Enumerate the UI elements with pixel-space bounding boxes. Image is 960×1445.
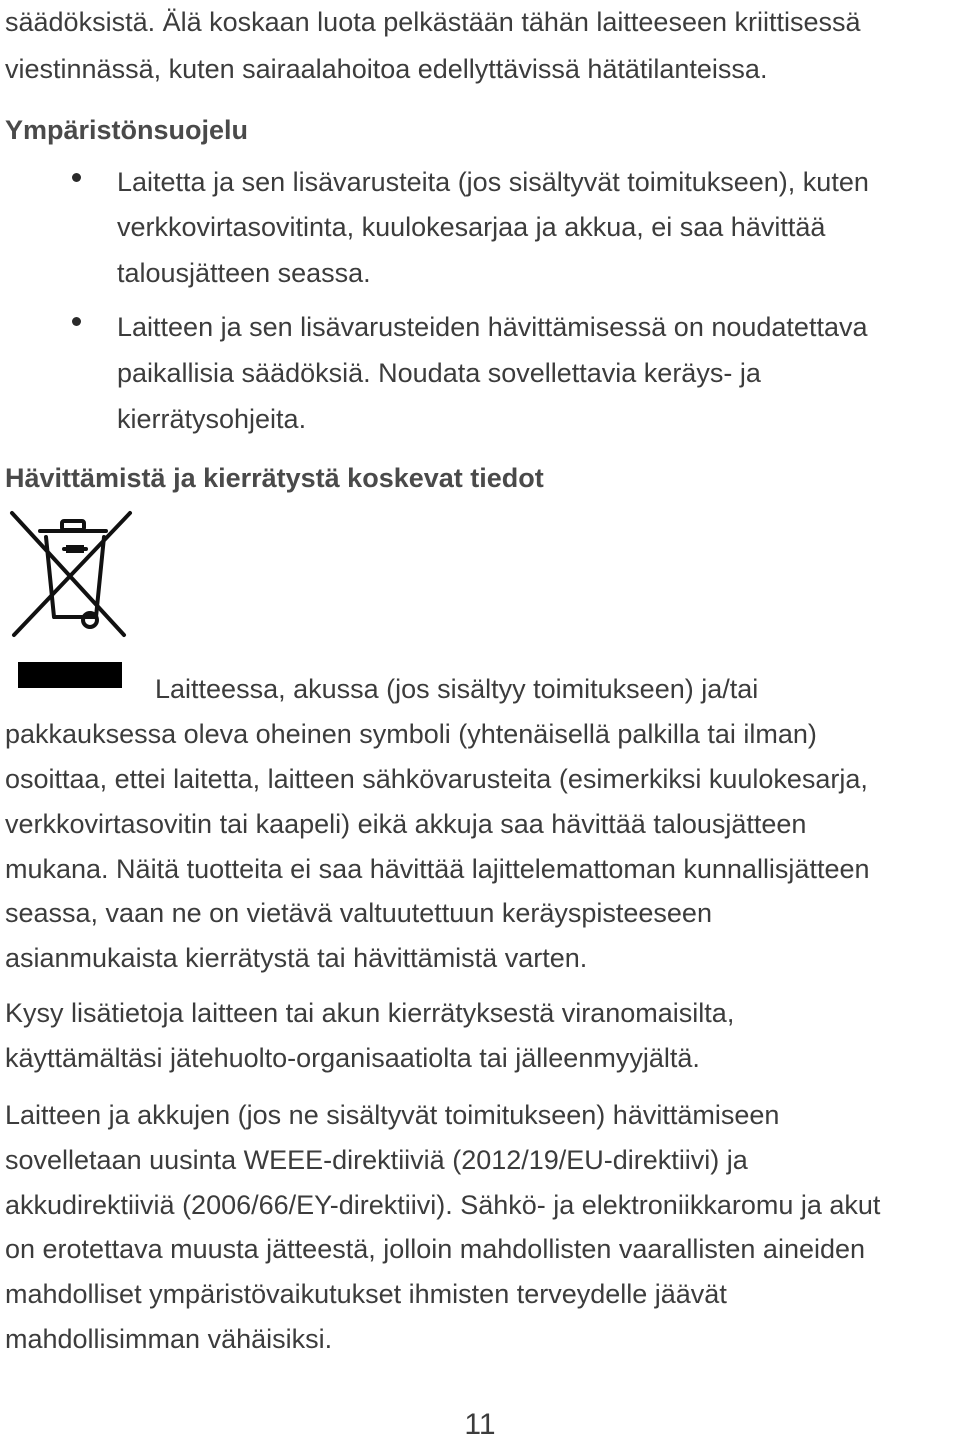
paragraph-line: käyttämältäsi jätehuolto-organisaatiolta tai jälleenmyyjältä. bbox=[5, 1043, 700, 1073]
paragraph-line: on erotettava muusta jätteestä, jolloin mahdollisten vaarallisten aineiden bbox=[5, 1234, 866, 1264]
paragraph-line: Laitteen ja akkujen (jos ne sisältyvät toimitukseen) hävittämiseen bbox=[5, 1100, 780, 1130]
paragraph-line: Laitteessa, akussa (jos sisältyy toimitukseen) ja/tai bbox=[155, 674, 759, 704]
bullet-icon bbox=[72, 317, 81, 326]
intro-line: säädöksistä. Älä koskaan luota pelkästään tähän laitteeseen kriittisessä bbox=[5, 7, 861, 37]
paragraph-line: mahdollisimman vähäisiksi. bbox=[5, 1324, 333, 1354]
solid-bar-symbol bbox=[18, 662, 122, 688]
paragraph-line: mahdolliset ympäristövaikutukset ihmisten terveydelle jäävät bbox=[5, 1279, 727, 1309]
disposal-heading: Hävittämistä ja kierrätystä koskevat tiedot bbox=[5, 463, 544, 493]
paragraph-line: seassa, vaan ne on vietävä valtuutettuun keräyspisteeseen bbox=[5, 898, 712, 928]
bullet-line: verkkovirtasovitinta, kuulokesarjaa ja akkua, ei saa hävittää bbox=[117, 212, 826, 242]
paragraph-line: Kysy lisätietoja laitteen tai akun kierrätyksestä viranomaisilta, bbox=[5, 998, 735, 1028]
paragraph-line: mukana. Näitä tuotteita ei saa hävittää lajittelemattoman kunnallisjätteen bbox=[5, 854, 870, 884]
paragraph-line: sovelletaan uusinta WEEE-direktiiviä (2012/19/EU-direktiivi) ja bbox=[5, 1145, 748, 1175]
page-number: 11 bbox=[464, 1408, 496, 1441]
intro-line: viestinnässä, kuten sairaalahoitoa edellyttävissä hätätilanteissa. bbox=[5, 54, 768, 84]
bullet-icon bbox=[72, 173, 81, 182]
bullet-line: paikallisia säädöksiä. Noudata sovellettavia keräys- ja bbox=[117, 358, 761, 388]
bullet-line: talousjätteen seassa. bbox=[117, 258, 371, 288]
bullet-line: Laitteen ja sen lisävarusteiden hävittämisessä on noudatettava bbox=[117, 312, 868, 342]
bullet-line: Laitetta ja sen lisävarusteita (jos sisältyvät toimitukseen), kuten bbox=[117, 167, 869, 197]
paragraph-line: osoittaa, ettei laitetta, laitteen sähkövarusteita (esimerkiksi kuulokesarja, bbox=[5, 764, 868, 794]
bullet-line: kierrätysohjeita. bbox=[117, 404, 307, 434]
environment-heading: Ympäristönsuojelu bbox=[5, 115, 249, 145]
paragraph-line: pakkauksessa oleva oheinen symboli (yhtenäisellä palkilla tai ilman) bbox=[5, 719, 817, 749]
paragraph-line: asianmukaista kierrätystä tai hävittämistä varten. bbox=[5, 943, 588, 973]
paragraph-line: akkudirektiiviä (2006/66/EY-direktiivi). Sähkö- ja elektroniikkaromu ja akut bbox=[5, 1190, 881, 1220]
crossed-out-wheelie-bin-icon bbox=[6, 507, 134, 643]
paragraph-line: verkkovirtasovitin tai kaapeli) eikä akkuja saa hävittää talousjätteen bbox=[5, 809, 807, 839]
